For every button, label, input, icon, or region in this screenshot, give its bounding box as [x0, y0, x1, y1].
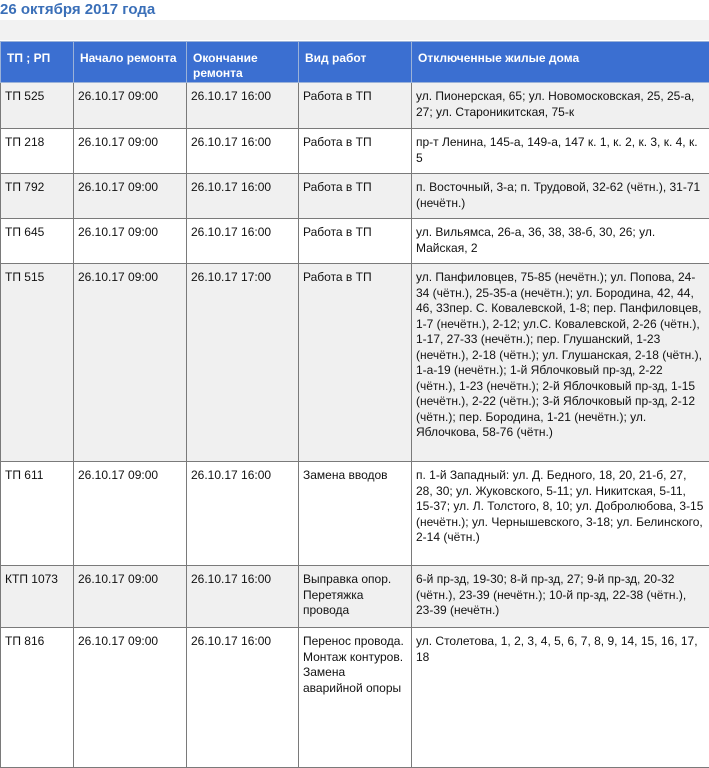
cell-work: Выправка опор. Перетяжка провода — [299, 566, 412, 628]
table-row — [1, 83, 709, 129]
table-row — [1, 264, 709, 462]
cell-start: 26.10.17 09:00 — [74, 628, 187, 768]
cell-work: Работа в ТП — [299, 129, 412, 174]
cell-tp: КТП 1073 — [1, 566, 74, 628]
table-row — [1, 566, 709, 628]
cell-houses: 6-й пр-зд, 19-30; 8-й пр-зд, 27; 9-й пр-зд, 20-32 (чётн.), 23-39 (нечётн.); 10-й пр-зд, 22-38 (чётн.), 23-39 (нечётн.) — [412, 566, 709, 628]
cell-end: 26.10.17 16:00 — [187, 462, 299, 566]
table-row — [1, 628, 709, 768]
cell-start: 26.10.17 09:00 — [74, 174, 187, 219]
cell-houses: ул. Панфиловцев, 75-85 (нечётн.); ул. Попова, 24-34 (чётн.), 25-35-а (нечётн.); ул. Бородина, 42, 44, 46, 33пер. С. Ковалевской, 1-8; пер. Панфиловцев, 1-7 (нечётн.), 2-12; ул.С. Ковалевской, 2-26 (чётн.), 1-17, 27-33 (нечётн.); пер. Глушанский, 1-23 (нечётн.), 2-18 (чётн.); ул. Глушанская, 2-18 (чётн.), 1-а-19 (нечётн.); 1-й Яблочковый пр-зд, 2-22 (чётн.), 1-23 (нечётн.); 2-й Яблочковый пр-зд, 1-15 (нечётн.), 2-22 (чётн.); 3-й Яблочковый пр-зд, 2-12 (чётн.); пер. Бородина, 1-21 (нечётн.); ул. Яблочкова, 58-76 (чётн.) — [412, 264, 709, 462]
cell-end: 26.10.17 16:00 — [187, 628, 299, 768]
cell-end: 26.10.17 16:00 — [187, 129, 299, 174]
cell-houses: пр-т Ленина, 145-а, 149-а, 147 к. 1, к. 2, к. 3, к. 4, к. 5 — [412, 129, 709, 174]
cell-start: 26.10.17 09:00 — [74, 264, 187, 462]
cell-houses: п. Восточный, 3-а; п. Трудовой, 32-62 (чётн.), 31-71 (нечётн.) — [412, 174, 709, 219]
table-row — [1, 219, 709, 264]
cell-tp: ТП 611 — [1, 462, 74, 566]
header-tp: ТП ; РП — [1, 42, 74, 83]
cell-work: Работа в ТП — [299, 174, 412, 219]
cell-work: Замена вводов — [299, 462, 412, 566]
cell-end: 26.10.17 16:00 — [187, 566, 299, 628]
cell-tp: ТП 525 — [1, 83, 74, 129]
header-start: Начало ремонта — [74, 42, 187, 83]
header-houses: Отключенные жилые дома — [412, 42, 709, 83]
cell-work: Перенос провода. Монтаж контуров. Замена аварийной опоры — [299, 628, 412, 768]
cell-end: 26.10.17 16:00 — [187, 219, 299, 264]
cell-end: 26.10.17 16:00 — [187, 174, 299, 219]
cell-end: 26.10.17 16:00 — [187, 83, 299, 129]
cell-houses: ул. Вильямса, 26-а, 36, 38, 38-б, 30, 26; ул. Майская, 2 — [412, 219, 709, 264]
header-end: Окончание ремонта — [187, 42, 299, 83]
cell-houses: ул. Пионерская, 65; ул. Новомосковская, 25, 25-а, 27; ул. Староникитская, 75-к — [412, 83, 709, 129]
cell-start: 26.10.17 09:00 — [74, 83, 187, 129]
cell-start: 26.10.17 09:00 — [74, 129, 187, 174]
cell-houses: п. 1-й Западный: ул. Д. Бедного, 18, 20, 21-б, 27, 28, 30; ул. Жуковского, 5-11; ул. Никитская, 5-11, 15-37; ул. Л. Толстого, 8, 10; ул. Добролюбова, 3-15 (нечётн.); ул. Чернышевского, 3-18; ул. Белинского, 2-14 (чётн.) — [412, 462, 709, 566]
page-title: 26 октября 2017 года — [0, 0, 709, 20]
table-header-row — [1, 42, 709, 83]
title-band — [0, 20, 709, 40]
cell-tp: ТП 218 — [1, 129, 74, 174]
cell-start: 26.10.17 09:00 — [74, 462, 187, 566]
header-work: Вид работ — [299, 42, 412, 83]
cell-tp: ТП 792 — [1, 174, 74, 219]
cell-work: Работа в ТП — [299, 83, 412, 129]
cell-houses: ул. Столетова, 1, 2, 3, 4, 5, 6, 7, 8, 9, 14, 15, 16, 17, 18 — [412, 628, 709, 768]
cell-tp: ТП 645 — [1, 219, 74, 264]
cell-tp: ТП 816 — [1, 628, 74, 768]
cell-work: Работа в ТП — [299, 264, 412, 462]
cell-tp: ТП 515 — [1, 264, 74, 462]
table-row — [1, 174, 709, 219]
cell-work: Работа в ТП — [299, 219, 412, 264]
outages-table — [0, 41, 709, 768]
cell-start: 26.10.17 09:00 — [74, 219, 187, 264]
cell-start: 26.10.17 09:00 — [74, 566, 187, 628]
table-row — [1, 129, 709, 174]
table-row — [1, 462, 709, 566]
cell-end: 26.10.17 17:00 — [187, 264, 299, 462]
